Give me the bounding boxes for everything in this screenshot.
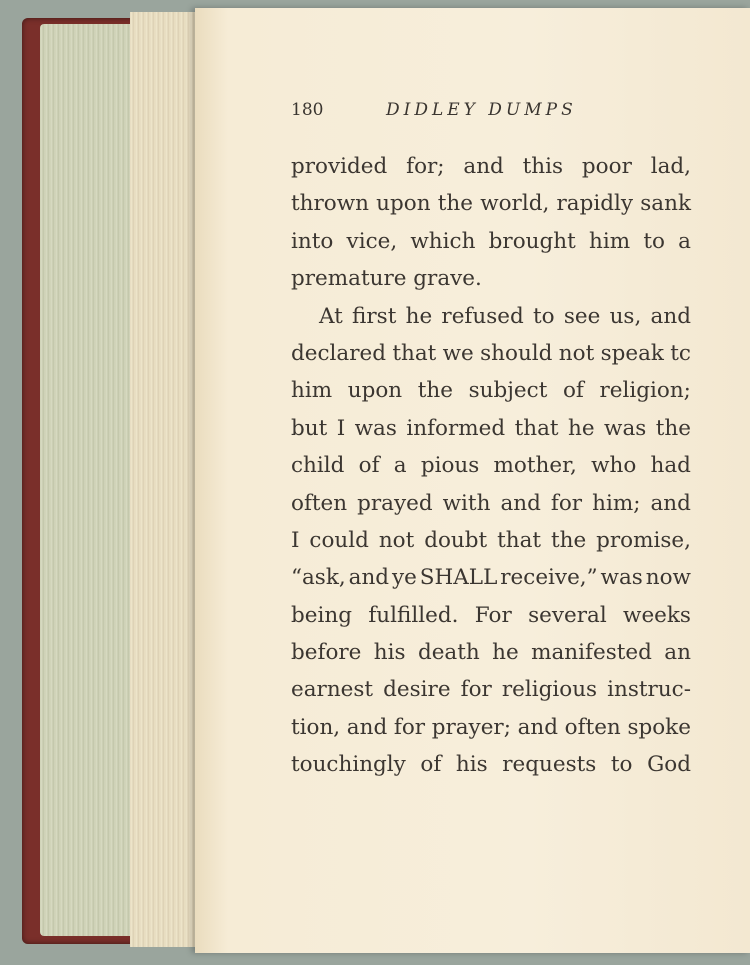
page-edges-inner (130, 12, 205, 947)
page-header (291, 100, 631, 130)
text-line: provided for; and this poor lad, (291, 154, 691, 179)
text-line: I could not doubt that the promise, (291, 527, 691, 553)
body-text (291, 148, 691, 784)
text-line: premature grave. (291, 266, 482, 292)
page-number: 180 (291, 100, 324, 120)
running-title: DIDLEY DUMPS (386, 100, 577, 120)
text-line: tion, and for prayer; and often spoke (291, 714, 691, 740)
text-line: At first he refused to see us, and (319, 303, 691, 329)
text-line: thrown upon the world, rapidly sank (291, 191, 691, 217)
text-line: being fulfilled. For several weeks (291, 602, 691, 628)
text-line: him upon the subject of religion; (291, 378, 691, 404)
text-line: earnest desire for religious instruc- (291, 677, 691, 703)
text-line: into vice, which brought him to a (291, 228, 691, 254)
text-line: child of a pious mother, who had (291, 453, 691, 479)
book-page (195, 8, 750, 953)
text-line: touchingly of his requests to God (291, 752, 691, 778)
text-line: but I was informed that he was the (291, 415, 691, 441)
text-line: “ask, and ye SHALL receive,” was now (291, 565, 691, 591)
text-line: before his death he manifested an (291, 640, 691, 666)
text-line: often prayed with and for him; and (291, 490, 691, 516)
text-line: declared that we should not speak tc (291, 340, 691, 366)
